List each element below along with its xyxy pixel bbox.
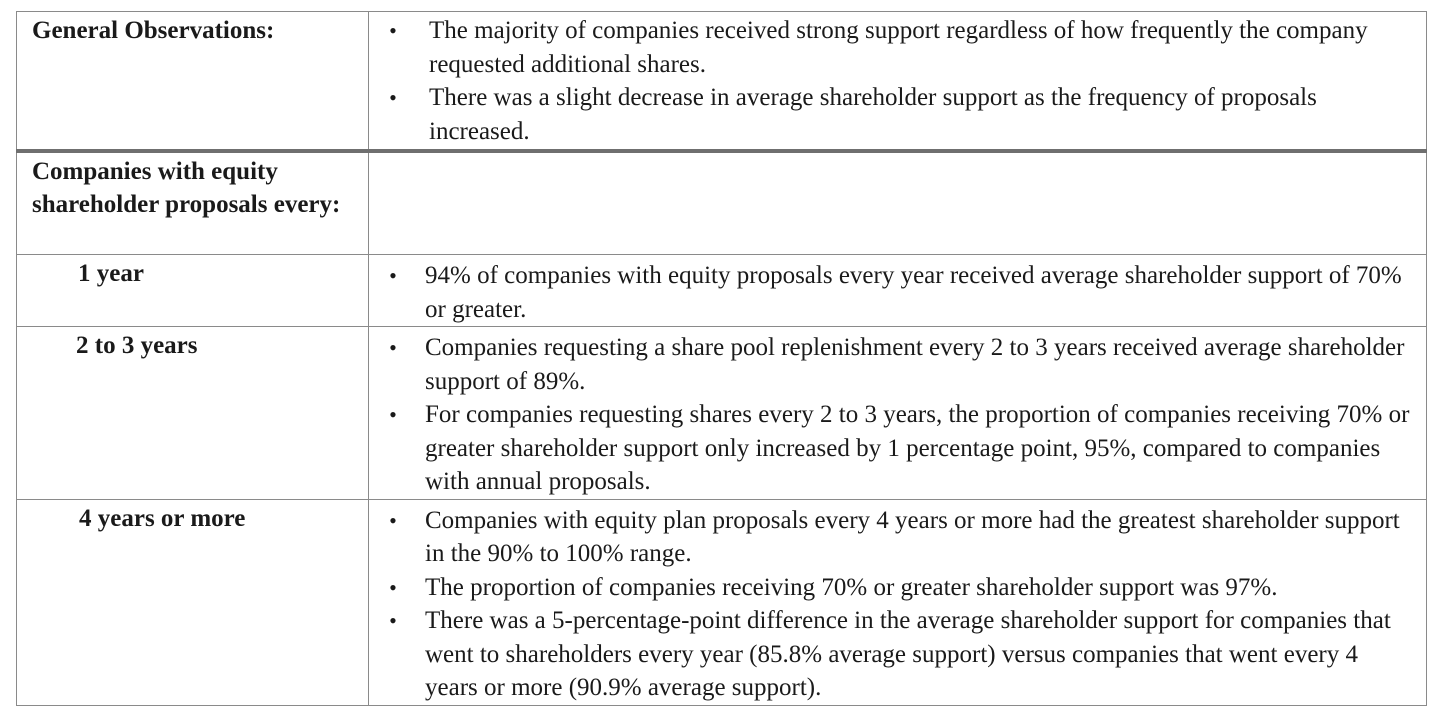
bullet-icon: • [389,507,397,533]
bullet-icon: • [389,574,397,600]
frequency-body-2-to-3-years [369,327,1427,500]
bullet-text: The proportion of companies receiving 70% or greater shareholder support was 97%. [425,573,1278,601]
list-item [369,504,1416,571]
bullet-text: The majority of companies received strong support regardless of how frequently the company requested additional shares. [429,17,1368,78]
list-item [369,398,1416,499]
observations-table [16,11,1427,706]
frequency-body-4-years-or-more [369,499,1427,705]
frequency-label-1-year: 1 year [17,255,369,327]
bullet-text: For companies requesting shares every 2 to 3 years, the proportion of companies receiving 70% or greater shareholder support only increased by 1 percentage point, 95%, compared to companies with annual proposals. [425,401,1410,495]
frequency-list-4-years-or-more [369,500,1426,705]
general-observations-list [369,12,1426,148]
bullet-text: There was a slight decrease in average shareholder support as the frequency of proposals increased. [429,84,1317,145]
bullet-icon: • [389,18,397,43]
frequency-row-1-year [17,255,1427,327]
general-observations-label: General Observations: [17,12,369,152]
bullet-icon: • [389,263,397,288]
list-item [369,14,1416,81]
section-header-row [17,151,1427,255]
frequency-label-2-to-3-years: 2 to 3 years [17,327,369,500]
frequency-label-4-years-or-more: 4 years or more [17,499,369,705]
list-item [369,259,1416,326]
list-item [369,604,1416,705]
frequency-list-2-to-3-years [369,327,1426,499]
bullet-text: 94% of companies with equity proposals every year received average shareholder support of 70% or greater. [425,262,1402,323]
frequency-row-4-years-or-more [17,499,1427,705]
bullet-text: Companies requesting a share pool replenishment every 2 to 3 years received average shareholder support of 89%. [425,334,1405,395]
general-observations-row [17,12,1427,152]
list-item [369,331,1416,398]
bullet-text: Companies with equity plan proposals every 4 years or more had the greatest shareholder support in the 90% to 100% range. [425,506,1400,567]
section-header-label: Companies with equity shareholder proposals every: [17,151,369,255]
list-item [369,81,1416,148]
frequency-row-2-to-3-years [17,327,1427,500]
bullet-icon: • [389,335,397,360]
bullet-text: There was a 5-percentage-point difference in the average shareholder support for companies that went to shareholders every year (85.8% average support) versus companies that went every 4 years or more (90.9% average support). [425,607,1391,701]
bullet-icon: • [389,402,397,427]
bullet-icon: • [389,608,397,633]
list-item [369,571,1416,605]
frequency-body-1-year [369,255,1427,327]
frequency-list-1-year [369,255,1426,326]
bullet-icon: • [389,85,397,110]
general-observations-body [369,12,1427,152]
section-header-empty-cell [369,151,1427,255]
